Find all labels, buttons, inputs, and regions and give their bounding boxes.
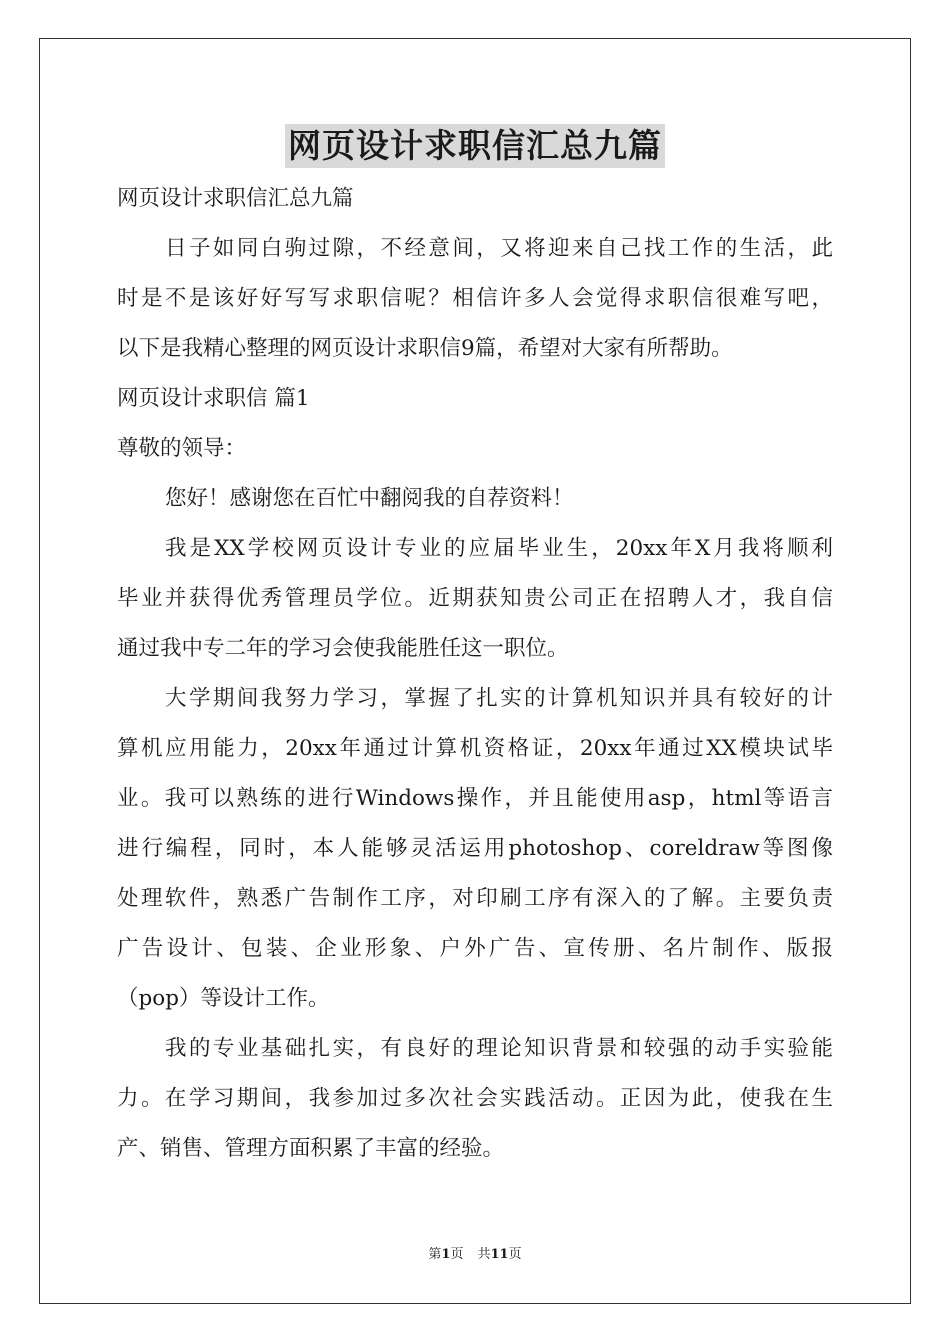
total-pages: 11: [490, 1247, 509, 1262]
salutation: 尊敬的领导：: [117, 436, 247, 461]
total-suffix: 页: [508, 1247, 522, 1262]
subtitle-line: 网页设计求职信汇总九篇: [117, 186, 354, 211]
greeting-line: 您好！感谢您在百忙中翻阅我的自荐资料！: [165, 486, 574, 511]
body-line-4: 大学期间我努力学习，掌握了扎实的计算机知识并具有较好的计: [165, 686, 833, 711]
page-border: [39, 38, 911, 1304]
title-container: [0, 124, 950, 168]
body-line-9: 广告设计、包装、企业形象、户外广告、宣传册、名片制作、版报: [117, 936, 833, 961]
body-line-10: （pop）等设计工作。: [117, 986, 330, 1011]
intro-line-1: 日子如同白驹过隙，不经意间，又将迎来自己找工作的生活，此: [165, 236, 833, 261]
body-line-7: 进行编程，同时，本人能够灵活运用photoshop、coreldraw等图像: [117, 836, 833, 861]
body-line-13: 产、销售、管理方面积累了丰富的经验。: [117, 1136, 505, 1161]
body-line-5: 算机应用能力，20xx年通过计算机资格证，20xx年通过XX模块试毕: [117, 736, 833, 761]
body-line-11: 我的专业基础扎实，有良好的理论知识背景和较强的动手实验能: [165, 1036, 833, 1061]
body-line-3: 通过我中专二年的学习会使我能胜任这一职位。: [117, 636, 569, 661]
body-line-6: 业。我可以熟练的进行Windows操作，并且能使用asp，html等语言: [117, 786, 833, 811]
body-line-8: 处理软件，熟悉广告制作工序，对印刷工序有深入的了解。主要负责: [117, 886, 833, 911]
total-prefix: 共: [477, 1247, 491, 1262]
section-heading: 网页设计求职信 篇1: [117, 386, 310, 411]
body-line-1: 我是XX学校网页设计专业的应届毕业生，20xx年X月我将顺利: [165, 536, 833, 561]
page-prefix: 第: [428, 1247, 442, 1262]
body-line-12: 力。在学习期间，我参加过多次社会实践活动。正因为此，使我在生: [117, 1086, 833, 1111]
page-footer: [0, 1246, 950, 1264]
body-line-2: 毕业并获得优秀管理员学位。近期获知贵公司正在招聘人才，我自信: [117, 586, 833, 611]
page-number: 1: [441, 1247, 451, 1262]
intro-line-2: 时是不是该好好写写求职信呢？相信许多人会觉得求职信很难写吧，: [117, 286, 833, 311]
intro-line-3: 以下是我精心整理的网页设计求职信9篇，希望对大家有所帮助。: [117, 336, 733, 361]
document-title: 网页设计求职信汇总九篇: [285, 124, 665, 168]
page-suffix: 页: [450, 1247, 464, 1262]
